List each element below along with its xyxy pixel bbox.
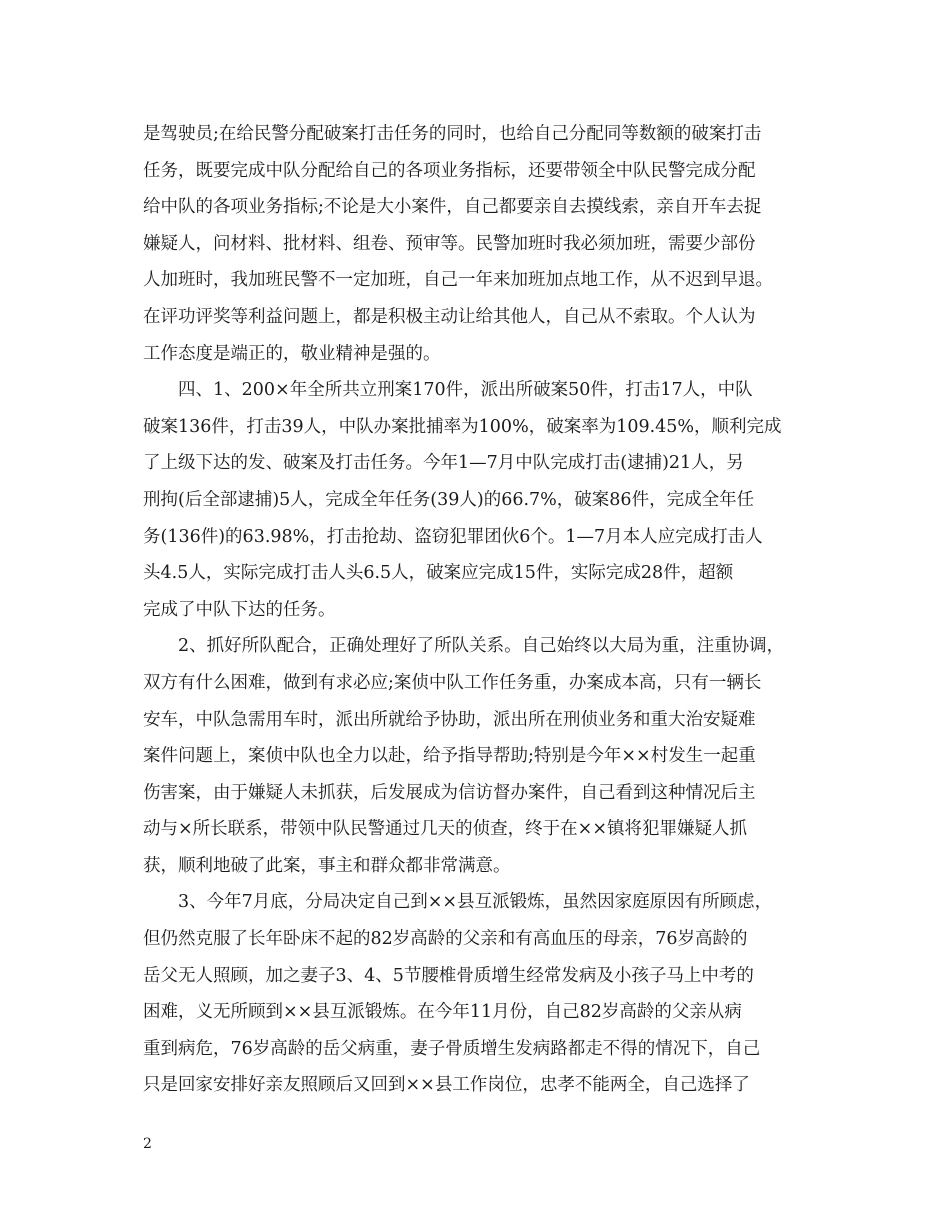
text-line: 是驾驶员;在给民警分配破案打击任务的同时，也给自己分配同等数额的破案打击 (143, 124, 762, 144)
text-line: 动与×所长联系，带领中队民警通过几天的侦查，终于在××镇将犯罪嫌疑人抓 (143, 819, 747, 840)
text-line: 双方有什么困难，做到有求必应;案侦中队工作任务重，办案成本高，只有一辆长 (143, 672, 762, 693)
text-line: 了上级下达的发、破案及打击任务。今年1—7月中队完成打击(逮捕)21人，另 (143, 453, 744, 474)
text-line: 完成了中队下达的任务。 (143, 599, 336, 620)
text-line: 破案136件，打击39人，中队办案批捕率为100%，破案率为109.45%，顺利完成 (143, 416, 782, 437)
text-line: 安车，中队急需用车时，派出所就给予协助，派出所在刑侦业务和重大治安疑难 (143, 709, 756, 730)
text-line: 刑拘(后全部逮捕)5人，完成全年任务(39人)的66.7%，破案86件，完成全年任 (143, 489, 755, 510)
text-line: 四、1、200×年全所共立刑案170件，派出所破案50件，打击17人，中队 (143, 380, 753, 401)
text-line: 嫌疑人，问材料、批材料、组卷、预审等。民警加班时我必须加班，需要少部份 (143, 233, 756, 254)
text-line: 重到病危，76岁高龄的岳父病重，妻子骨质增生发病路都走不得的情况下，自己 (143, 1038, 761, 1059)
page-number: 2 (143, 1136, 152, 1152)
text-line: 困难，义无所顾到××县互派锻炼。在今年11月份，自己82岁高龄的父亲从病 (143, 1002, 742, 1023)
text-line: 任务，既要完成中队分配给自己的各项业务指标，还要带领全中队民警完成分配 (143, 160, 756, 181)
text-line: 岳父无人照顾，加之妻子3、4、5节腰椎骨质增生经常发病及小孩子马上中考的 (143, 965, 754, 986)
text-line: 务(136件)的63.98%，打击抢劫、盗窃犯罪团伙6个。1—7月本人应完成打击人 (143, 526, 763, 547)
text-line: 人加班时，我加班民警不一定加班，自己一年来加班加点地工作，从不迟到早退。 (143, 270, 773, 291)
text-line: 2、抓好所队配合，正确处理好了所队关系。自己始终以大局为重，注重协调， (143, 636, 785, 657)
text-line: 伤害案，由于嫌疑人未抓获，后发展成为信访督办案件，自己看到这种情况后主 (143, 782, 756, 803)
text-line: 3、今年7月底，分局决定自己到××县互派锻炼，虽然因家庭原因有所顾虑， (143, 892, 773, 913)
text-line: 获，顺利地破了此案，事主和群众都非常满意。 (143, 855, 511, 876)
text-line: 工作态度是端正的，敬业精神是强的。 (143, 343, 441, 364)
text-line: 给中队的各项业务指标;不论是大小案件，自己都要亲自去摸线索，亲自开车去捉 (143, 197, 762, 218)
text-line: 在评功评奖等利益问题上，都是积极主动让给其他人，自己从不索取。个人认为 (143, 306, 756, 327)
text-line: 只是回家安排好亲友照顾后又回到××县工作岗位，忠孝不能两全，自己选择了 (143, 1075, 750, 1096)
body-text (143, 116, 815, 1104)
text-line: 案件问题上，案侦中队也全力以赴，给予指导帮助;特别是今年××村发生一起重 (143, 746, 756, 767)
text-line: 头4.5人，实际完成打击人头6.5人，破案应完成15件，实际完成28件，超额 (143, 563, 734, 584)
text-line: 但仍然克服了长年卧床不起的82岁高龄的父亲和有高血压的母亲，76岁高龄的 (143, 929, 748, 950)
